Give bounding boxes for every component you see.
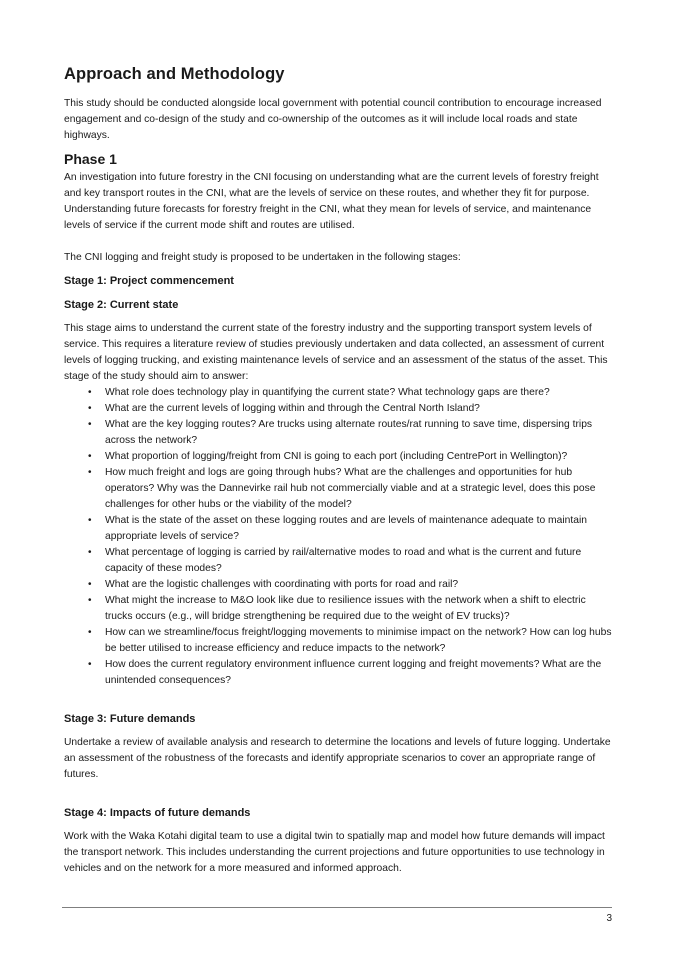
phase-heading: Phase 1 [64,151,117,167]
stage2-paragraph: This stage aims to understand the current state of the forestry industry and the supporting transport system levels of service. This requires a literature review of studies previously undertaken and data collected, an assessment of current levels of logging trucking, and existing maintenance levels of service and an assessment of the status of the asset. This stage of the study should aim to answer: [64,323,608,382]
list-item: • How does the current regulatory environment influence current logging and freight movements? What are the unintended consequences? [88,659,602,686]
bullet-icon: • [88,419,92,430]
stage2-heading: Stage 2: Current state [64,299,179,311]
list-item: • What is the state of the asset on these logging routes and are levels of maintenance adequate to maintain appropriate levels of service? [88,515,587,542]
list-item: • What are the key logging routes? Are trucks using alternate routes/rat running to save time, dispersing trips across the network? [88,419,593,446]
stage1-heading: Stage 1: Project commencement [64,275,234,287]
bullet-icon: • [88,467,92,478]
page-number: 3 [606,913,612,924]
list-item: • How can we streamline/focus freight/logging movements to minimise impact on the network? How can log hubs be better utilised to increase efficiency and reduce impacts to the network? [88,627,612,654]
stages-intro-paragraph: The CNI logging and freight study is proposed to be undertaken in the following stages: [64,252,461,263]
list-item: • What are the logistic challenges with coordinating with ports for road and rail? [64,577,612,593]
bullet-icon: • [88,659,92,670]
list-item: • What proportion of logging/freight from CNI is going to each port (including CentrePort in Wellington)? [64,449,612,465]
stage3-paragraph: Undertake a review of available analysis and research to determine the locations and levels of future logging. Undertake an assessment of the robustness of the forecasts and identify appropriate scenarios to cover an appropriate range of futures. [64,737,611,780]
bullet-icon: • [88,403,92,414]
bullet-icon: • [88,595,92,606]
stage2-question-list [64,385,612,689]
footer-divider [62,907,612,908]
list-item: • What might the increase to M&O look like due to resilience issues with the network when a shift to electric trucks occurs (e.g., will bridge strengthening be required due to the weight of EV trucks)? [88,595,586,622]
intro-paragraph: This study should be conducted alongside local government with potential council contribution to encourage increased engagement and co-design of the study and co-ownership of the outcomes as it will include local roads and state highways. [64,98,602,141]
bullet-icon: • [88,515,92,526]
list-item: • What percentage of logging is carried by rail/alternative modes to road and what is the current and future capacity of these modes? [88,547,582,574]
bullet-icon: • [88,627,92,638]
list-item: • What are the current levels of logging within and through the Central North Island? [64,401,612,417]
bullet-icon: • [88,579,92,590]
page-title: Approach and Methodology [64,65,285,83]
phase-paragraph: An investigation into future forestry in the CNI focusing on understanding what are the current levels of forestry freight and key transport routes in the CNI, what are the levels of service on these routes, and whether they fit for purpose. Understanding future forecasts for forestry freight in the CNI, what they mean for levels of service, and maintenance levels of service if the current mode shift and routes are utilised. [64,172,599,231]
document-page [64,64,612,877]
bullet-icon: • [88,451,92,462]
list-item: • What role does technology play in quantifying the current state? What technology gaps are there? [64,385,612,401]
list-item: • How much freight and logs are going through hubs? What are the challenges and opportunities for hub operators? Why was the Dannevirke rail hub not commercially viable and at a strategic level, does this pose challenges for other hubs or the viability of the model? [88,467,596,510]
stage3-heading: Stage 3: Future demands [64,713,196,725]
stage4-heading: Stage 4: Impacts of future demands [64,807,251,819]
bullet-icon: • [88,387,92,398]
stage4-paragraph: Work with the Waka Kotahi digital team to use a digital twin to spatially map and model how future demands will impact the transport network. This includes understanding the current projections and future opportunities to use technology in vehicles and on the network for a more measured and informed approach. [64,831,605,874]
bullet-icon: • [88,547,92,558]
